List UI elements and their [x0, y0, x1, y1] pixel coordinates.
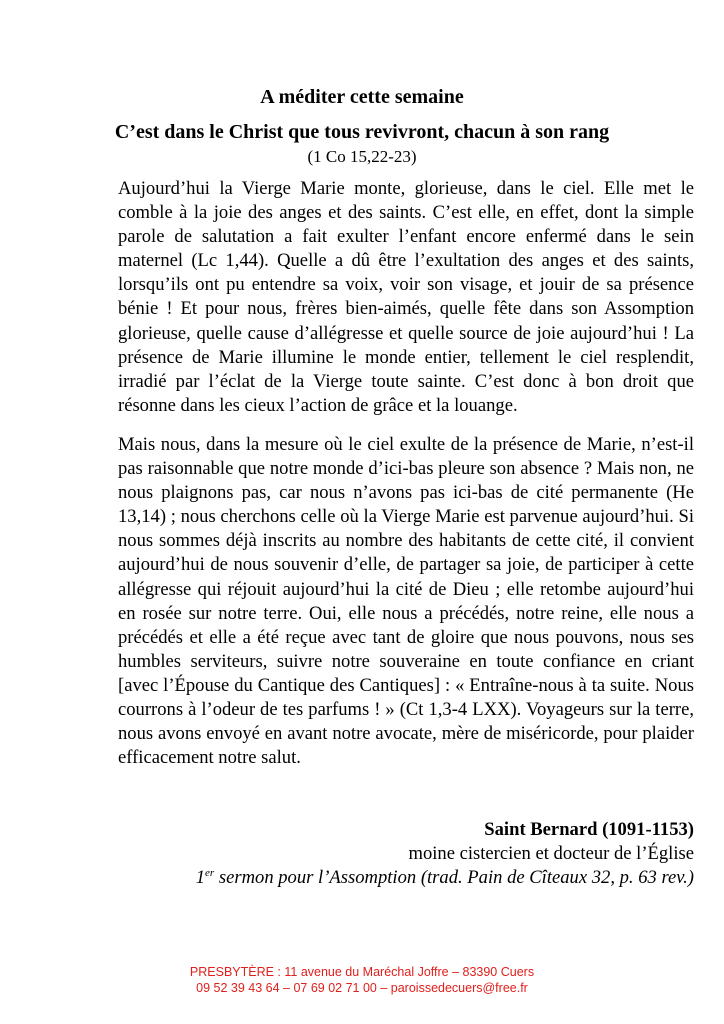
page-title: C’est dans le Christ que tous revivront, chacun à son rang [114, 121, 610, 143]
footer-contact: 09 52 39 43 64 – 07 69 02 71 00 – paroissedecuers@free.fr [196, 981, 528, 995]
source-citation [118, 866, 694, 890]
footer-address: PRESBYTÈRE : 11 avenue du Maréchal Joffre – 83390 Cuers [189, 965, 535, 979]
section-kicker: A méditer cette semaine [260, 86, 464, 108]
source-title: sermon pour l’Assomption (trad. Pain de Cîteaux 32, p. 63 rev.) [214, 867, 694, 888]
body-paragraph-1: Aujourd’hui la Vierge Marie monte, glorieuse, dans le ciel. Elle met le comble à la joie des anges et des saints. C’est elle, en effet, dont la simple parole de salutation a fait exulter l’enfant encore enfermé dans le sein maternel (Lc 1,44). Quelle a dû être l’exultation des anges et des saints, lorsqu’ils ont pu entendre sa voix, voir son visage, et jouir de sa présence bénie ! Et pour nous, frères bien-aimés, quelle fête dans son Assomption glorieuse, quelle cause d’allégresse et quelle source de joie aujourd’hui ! La présence de Marie illumine le monde entier, tellement le ciel resplendit, irradié par l’éclat de la Vierge toute sainte. C’est donc à bon droit que résonne dans les cieux l’action de grâce et la louange. [118, 178, 694, 416]
source-ordinal: 1 [195, 867, 206, 888]
source-ordinal-suffix: er [205, 866, 215, 879]
author-role: moine cistercien et docteur de l’Église [408, 843, 694, 864]
author-name: Saint Bernard (1091-1153) [484, 819, 694, 840]
scripture-reference: (1 Co 15,22-23) [307, 147, 417, 166]
body-paragraph-2: Mais nous, dans la mesure où le ciel exulte de la présence de Marie, n’est-il pas raisonnable que notre monde d’ici-bas pleure son absence ? Mais non, ne nous plaignons pas, car nous n’avons pas ici-bas de cité permanente (He 13,14) ; nous cherchons celle où la Vierge Marie est parvenue aujourd’hui. Si nous sommes déjà inscrits au nombre des habitants de cette cité, il convient aujourd’hui de nous souvenir d’elle, de partager sa joie, de participer à cette allégresse qui réjouit aujourd’hui la cité de Dieu ; elle retombe aujourd’hui en rosée sur notre terre. Oui, elle nous a précédés, notre reine, elle nous a précédés et elle a été reçue avec tant de gloire que nous pouvons, nous ses humbles serviteurs, suivre notre souveraine en toute confiance en criant [avec l’Épouse du Cantique des Cantiques] : « Entraîne-nous à ta suite. Nous courrons à l’odeur de tes parfums ! » (Ct 1,3-4 LXX). Voyageurs sur la terre, nous avons envoyé en avant notre avocate, mère de miséricorde, pour plaider efficacement notre salut. [118, 434, 694, 769]
